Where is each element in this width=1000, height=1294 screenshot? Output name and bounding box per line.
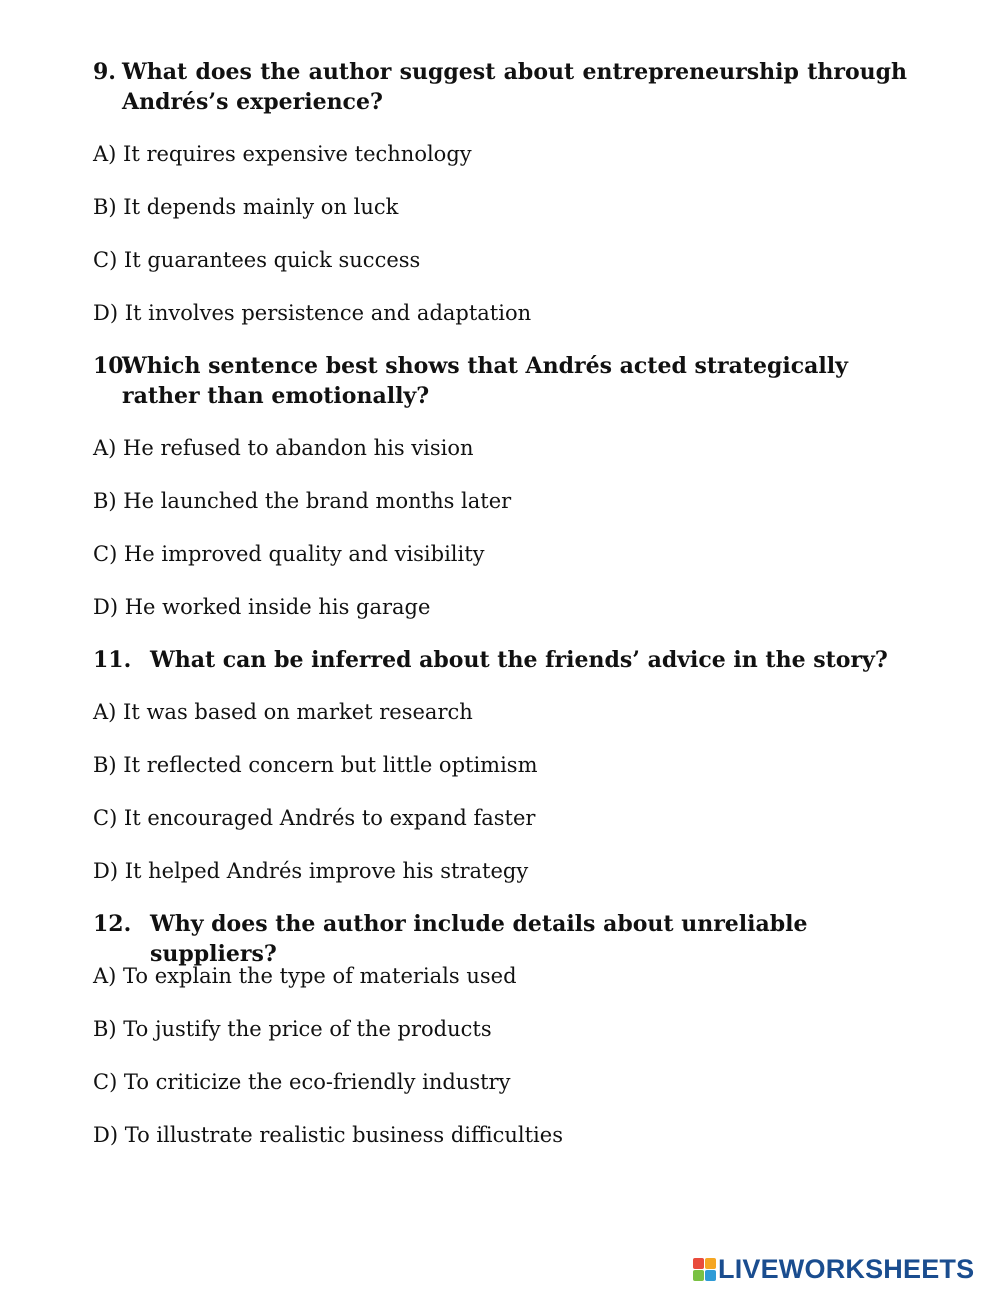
option-9c[interactable]: C) It guarantees quick success — [93, 248, 421, 272]
option-11a[interactable]: A) It was based on market research — [93, 700, 473, 724]
option-9d[interactable]: D) It involves persistence and adaptation — [93, 301, 532, 325]
question-text: What does the author suggest about entrepreneurship through Andrés’s experience? — [122, 59, 907, 115]
logo-square-red — [693, 1258, 704, 1269]
question-number: 11. — [93, 647, 132, 673]
question-9 — [93, 57, 907, 117]
liveworksheets-logo — [693, 1254, 974, 1285]
option-10c[interactable]: C) He improved quality and visibility — [93, 542, 485, 566]
option-10b[interactable]: B) He launched the brand months later — [93, 489, 512, 513]
question-11 — [93, 645, 907, 675]
question-number: 12. — [93, 911, 132, 937]
logo-square-orange — [705, 1258, 716, 1269]
question-10 — [93, 351, 907, 411]
option-9b[interactable]: B) It depends mainly on luck — [93, 195, 399, 219]
question-text: Why does the author include details about unreliable suppliers? — [150, 911, 808, 967]
question-12 — [93, 909, 907, 969]
option-12a[interactable]: A) To explain the type of materials used — [93, 964, 517, 988]
logo-square-blue — [705, 1270, 716, 1281]
brand-name: LIVEWORKSHEETS — [718, 1254, 975, 1284]
question-number: 10. — [93, 353, 132, 379]
option-10a[interactable]: A) He refused to abandon his vision — [93, 436, 474, 460]
liveworksheets-icon — [693, 1258, 716, 1281]
option-12b[interactable]: B) To justify the price of the products — [93, 1017, 492, 1041]
question-text: Which sentence best shows that Andrés acted strategically rather than emotionally? — [122, 353, 848, 409]
option-12d[interactable]: D) To illustrate realistic business difficulties — [93, 1123, 563, 1147]
option-11c[interactable]: C) It encouraged Andrés to expand faster — [93, 806, 536, 830]
logo-square-green — [693, 1270, 704, 1281]
question-number: 9. — [93, 59, 116, 85]
option-10d[interactable]: D) He worked inside his garage — [93, 595, 431, 619]
option-11b[interactable]: B) It reflected concern but little optimism — [93, 753, 538, 777]
question-text: What can be inferred about the friends’ advice in the story? — [150, 647, 888, 673]
option-11d[interactable]: D) It helped Andrés improve his strategy — [93, 859, 529, 883]
option-9a[interactable]: A) It requires expensive technology — [93, 142, 472, 166]
option-12c[interactable]: C) To criticize the eco-friendly industry — [93, 1070, 511, 1094]
